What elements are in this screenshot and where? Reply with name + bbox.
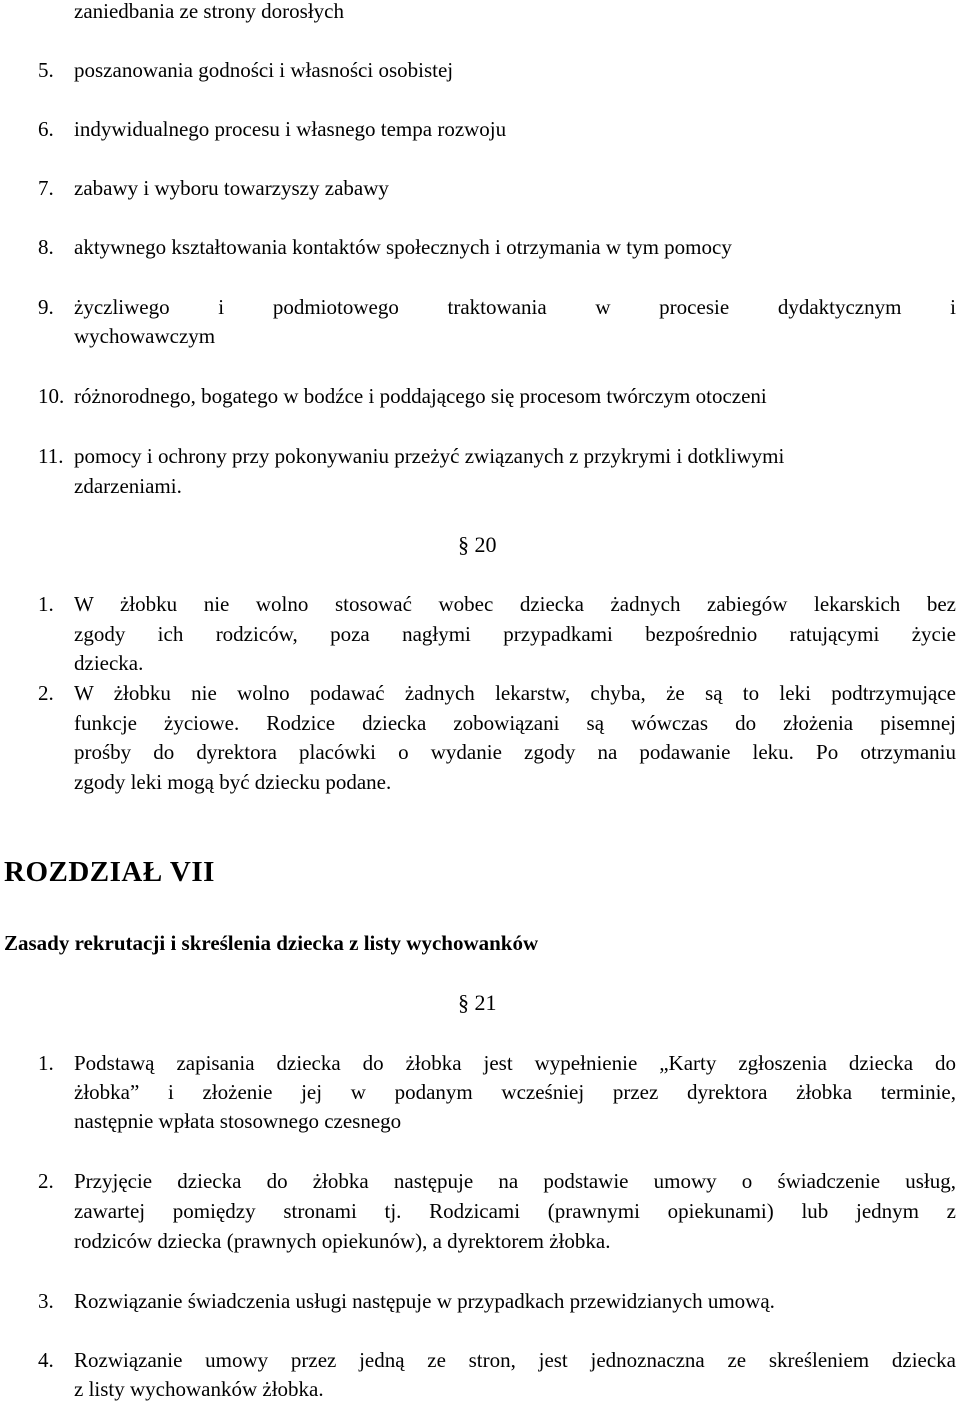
list-number: 11. <box>38 444 64 468</box>
list-number: 9. <box>38 295 54 319</box>
paragraph-number: 2. <box>38 1169 54 1193</box>
list-number: 6. <box>38 117 54 141</box>
paragraph-number: 1. <box>38 592 54 616</box>
list-number: 10. <box>38 384 65 408</box>
list-text: zabawy i wyboru towarzyszy zabawy <box>74 176 389 200</box>
section-number: § 21 <box>458 990 497 1015</box>
list-text: poszanowania godności i własności osobistej <box>74 58 454 82</box>
paragraph-number: 2. <box>38 681 54 705</box>
list-number: 8. <box>38 235 54 259</box>
paragraph-line: z listy wychowanków żłobka. <box>74 1377 324 1401</box>
paragraph-line: Przyjęcie dziecka do żłobka następuje na podstawie umowy o świadczenie usług, <box>74 1169 956 1193</box>
list-number: 7. <box>38 176 54 200</box>
paragraph-line: następnie wpłata stosownego czesnego <box>74 1109 402 1133</box>
paragraph-line: W żłobku nie wolno podawać żadnych lekarstw, chyba, że są to leki podtrzymujące <box>74 681 956 705</box>
list-text: aktywnego kształtowania kontaktów społecznych i otrzymania w tym pomocy <box>74 235 732 259</box>
list-number: 5. <box>38 58 54 82</box>
paragraph-line: Podstawą zapisania dziecka do żłobka jest wypełnienie „Karty zgłoszenia dziecka do <box>74 1051 956 1075</box>
list-text-continuation: zdarzeniami. <box>74 474 182 498</box>
paragraph-line: prośby do dyrektora placówki o wydanie zgody na podawanie leku. Po otrzymaniu <box>74 740 956 764</box>
paragraph-line: żłobka” i złożenie jej w podanym wcześniej przez dyrektora żłobka terminie, <box>74 1080 956 1104</box>
paragraph-line: funkcje życiowe. Rodzice dziecka zobowiązani są wówczas do złożenia pisemnej <box>74 711 956 735</box>
chapter-title: ROZDZIAŁ VII <box>4 856 215 888</box>
paragraph-line: zawartej pomiędzy stronami tj. Rodzicami (prawnymi opiekunami) lub jednym z <box>74 1199 956 1223</box>
paragraph-line: zgody ich rodziców, poza nagłymi przypadkami bezpośrednio ratującymi życie <box>74 622 956 646</box>
paragraph-line: dziecka. <box>74 651 144 675</box>
chapter-subtitle: Zasady rekrutacji i skreślenia dziecka z listy wychowanków <box>4 931 539 955</box>
list-text: różnorodnego, bogatego w bodźce i poddającego się procesom twórczym otoczeni <box>74 384 767 408</box>
paragraph-line: zgody leki mogą być dziecku podane. <box>74 770 392 794</box>
paragraph-line: Rozwiązanie umowy przez jedną ze stron, jest jednoznaczna ze skreśleniem dziecka <box>74 1348 956 1372</box>
list-text: życzliwego i podmiotowego traktowania w procesie dydaktycznym i <box>74 295 956 319</box>
paragraph-number: 4. <box>38 1348 54 1372</box>
paragraph-number: 1. <box>38 1051 54 1075</box>
paragraph-line: rodziców dziecka (prawnych opiekunów), a dyrektorem żłobka. <box>74 1229 611 1253</box>
paragraph-line: Rozwiązanie świadczenia usługi następuje w przypadkach przewidzianych umową. <box>74 1289 775 1313</box>
list-text: pomocy i ochrony przy pokonywaniu przeżyć związanych z przykrymi i dotkliwymi <box>74 444 785 468</box>
list-text: indywidualnego procesu i własnego tempa rozwoju <box>74 117 507 141</box>
paragraph-number: 3. <box>38 1289 54 1313</box>
section-number: § 20 <box>458 532 497 557</box>
list-text-continuation: wychowawczym <box>74 324 216 348</box>
paragraph-line: W żłobku nie wolno stosować wobec dziecka żadnych zabiegów lekarskich bez <box>74 592 956 616</box>
continuation-line: zaniedbania ze strony dorosłych <box>74 0 344 23</box>
